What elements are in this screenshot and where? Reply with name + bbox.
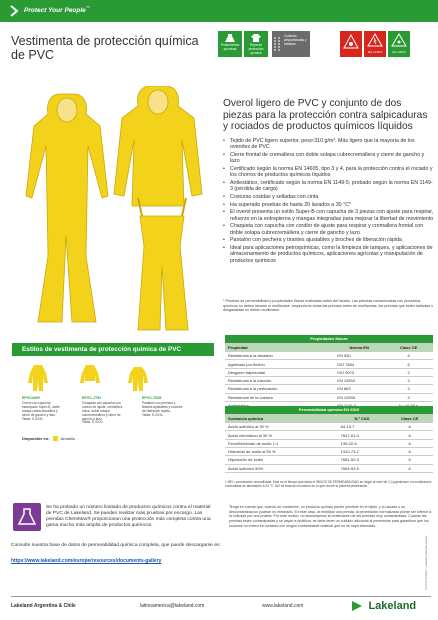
table-row: Desgarro trapezoidal ISO 9073 2 bbox=[225, 368, 433, 376]
seam-icon bbox=[274, 37, 283, 51]
footer-company: Lakeland Argentina & Chile bbox=[11, 603, 76, 609]
permeability-table: Permeabilidad química EN 6529 Sustancia química N.º CAS Clase CE Ácido sulfúrico al 30 % 64-19-7 6 Ácido clorhídrico al 30 % 7647-01-0 6 Fenol/hidróxido de sodio 1:1 139-02-6 6 Hidróxido de sodio al 50 % 1310-73-2 6 Hipoclorito de sodio 7681-52-9 6 Ácido sulfúrico 50% 7664-93-9 6 bbox=[225, 406, 433, 473]
feature-list bbox=[223, 138, 435, 265]
product-code: EPVC-JT52 bbox=[82, 396, 102, 400]
cert-badge-1 bbox=[340, 31, 362, 57]
table-row: Agrietado por flexión ISO 7854 6 bbox=[225, 360, 433, 368]
table-row: Fenol/hidróxido de sodio 1:1 139-02-6 6 bbox=[225, 439, 433, 447]
product-code: EPVC428Y bbox=[22, 396, 41, 400]
product-card-3: EPVC-TS52 Pantalón con pechera y tirantes ajustables y broches de liberación rápida. Tallas: S-XXXL bbox=[142, 397, 186, 418]
info-box-chem-clothing: Ropa de protección química bbox=[244, 31, 268, 57]
list-item: • Tejido de PVC ligero superior, peso:310 g/m². Más ligero que la mayoría de los overoles de PVC bbox=[223, 138, 435, 151]
header-bar bbox=[0, 0, 438, 22]
footer-email[interactable]: latinoamerica@lakeland.com bbox=[140, 603, 205, 609]
chemical-hazard-icon bbox=[340, 31, 362, 57]
cert-badge-2: EN 1149-5 bbox=[364, 31, 386, 57]
consult-text: Consulte nuestra base de datos de permeabilidad química completa, que puede descargarse en: bbox=[11, 543, 221, 548]
jacket-figure bbox=[114, 86, 202, 206]
list-item: • Chaqueta con capucha con cordón de ajuste para respirar y cremallera frontal con doble solapa cubrecremallera y cierre de gancho y lazo bbox=[223, 223, 435, 236]
info-box-protection: Protecciones químicas bbox=[218, 31, 242, 57]
table-row: Hidróxido de sodio al 50 % 1310-73-2 6 bbox=[225, 447, 433, 455]
table-row: Resistencia a la tracción EN 13934 3 bbox=[225, 376, 433, 384]
coverall-figure bbox=[26, 94, 108, 322]
list-item: • Certificado según la norma EN 14605, tipo 3 y 4, para la protección contra el rociado y los chorros de productos químicos líquidos bbox=[223, 166, 435, 179]
headline: Overol ligero de PVC y conjunto de dos piezas para la protección contra salpicaduras y rociados de productos químicos líquidos bbox=[223, 98, 428, 132]
side-code: ES-PVC-04-2021 – Lakeland Industries Europe bbox=[425, 535, 428, 590]
flask-icon bbox=[225, 34, 235, 42]
physical-properties-table: Propiedades físicas Propiedad Norma EN Clase CE Resistencia a la abrasión EN 530 6 Agrietado por flexión ISO 7854 6 Desgarro trapezoidal ISO 9073 2 Resistencia a la tracción EN 13934 3 Resistencia a la perforación EN 863 3 Resistencia de la costura EN 13935 4 bbox=[225, 335, 433, 410]
product-card-1: EPVC428Y Overol con capucha, estampado Super-B, doble solapa cubrecremallera y cierre de gancho y lazo. Tallas: S-XXXL bbox=[22, 397, 66, 421]
lakeland-logo-icon bbox=[350, 599, 364, 613]
thumb-jacket bbox=[80, 365, 100, 383]
tagline: Protect Your People™ bbox=[24, 5, 90, 15]
table-row: Resistencia a la perforación EN 863 3 bbox=[225, 385, 433, 393]
list-item: • Ideal para aplicaciones petroquímicas, como la limpieza de tanques, y aplicaciones de almacenamiento de productos químicos, aplicaciones agrícolas y manipulación de productos químicos bbox=[223, 245, 435, 264]
styles-heading: Estilos de vestimenta de protección química de PVC bbox=[12, 343, 214, 356]
chemmax-text: Se ha probado un número limitado de productos químicos contra el material de PVC de Lakeland. Se pueden realizar más pruebas por encargo. Las prendas ChemMax® proporcionan una protección más completa contra una gama mucho más amplia de productos químicos. bbox=[46, 505, 211, 528]
washing-note: * Pruebas de permeabilidad y propiedades físicas realizadas antes del lavado. Las prendas contaminadas con productos químicos no deben lavarse ni reutilizarse. Inspeccione todas las prendas antes de reutilizarlas; las prendas que estén dañadas o desgastadas no deben reutilizarse. bbox=[223, 299, 434, 313]
table-row: Resistencia de la costura EN 13935 4 bbox=[225, 393, 433, 401]
list-item: • El overol presenta un estilo Super-B con capucha de 3 piezas con ajuste para respirar, refuerzo en la entrepierna y mangas integradas para mejorar la libertad de movimiento bbox=[223, 209, 435, 222]
availability: Disponible en: Amarillo bbox=[22, 436, 76, 441]
table-row: Hipoclorito de sodio 7681-52-9 6 bbox=[225, 456, 433, 464]
table-row: Resistencia a la abrasión EN 530 6 bbox=[225, 352, 433, 360]
flask-icon bbox=[13, 503, 41, 531]
page-title: Vestimenta de protección química de PVC bbox=[11, 34, 199, 62]
product-code: EPVC-TS52 bbox=[142, 396, 162, 400]
table-title: Permeabilidad química EN 6529 bbox=[225, 406, 433, 414]
list-item: • Ha superado pruebas de hasta 20 lavados a 30 °C* bbox=[223, 202, 435, 208]
brand-logo: Lakeland bbox=[350, 597, 416, 615]
table-row: Ácido clorhídrico al 30 % 7647-01-0 6 bbox=[225, 431, 433, 439]
chevron-logo-icon bbox=[9, 5, 21, 17]
list-item: • Pantalón con pechera y tirantes ajustables y broches de liberación rápida bbox=[223, 237, 435, 243]
permeation-footnote: † MR = permeación normalizada. Este es el tiempo que tarda el ÍNDICE DE PERMEABILIDAD en llegar al nivel de 1,0 µg/min/cm² en condiciones controladas de laboratorio a 23 °C. NO se trata del momento en el que ocurre la primera penetración. bbox=[225, 480, 432, 488]
documents-gallery-link[interactable]: https://www.lakeland.com/europe/resources/documents-gallery bbox=[11, 558, 162, 564]
cert-badge-3: EN 13034 bbox=[388, 31, 410, 57]
product-thumbnails bbox=[24, 363, 174, 393]
bib-trousers-figure bbox=[138, 198, 188, 330]
thumb-set bbox=[128, 367, 148, 391]
table-title: Propiedades físicas bbox=[225, 335, 433, 343]
footer-website[interactable]: www.lakeland.com bbox=[262, 603, 304, 609]
product-illustration bbox=[20, 86, 210, 332]
color-swatch bbox=[53, 436, 58, 441]
list-item: • Antiestático, certificado según la norma EN 1149-5; probado según la norma EN 1149-3 (pérdida de carga) bbox=[223, 180, 435, 193]
product-card-2: EPVC-JT52 Chaqueta con capucha con cordón de ajuste, cremallera única, doble solapa cubrecremallera y cierre de gancho y lazo. Tallas: S-XXXL bbox=[82, 397, 126, 425]
list-item: • Costuras cosidas y selladas con cinta bbox=[223, 194, 435, 200]
chemmax-badge bbox=[13, 503, 41, 531]
suit-icon bbox=[251, 34, 261, 42]
thumb-coverall bbox=[28, 365, 48, 391]
reuse-warning: Tenga en cuenta que, cuando se contamine, un producto químico puede penetrar en el tejido, y su lavado o su descontaminación podrían no eliminarlo. En este caso, al reutilizar una prenda, la penetración normalizada puede ser inferior a la indicada por una prueba. Por este motivo, no aconsejamos la reutilización de las prendas muy contaminadas. Cuando las prendas estén contaminadas y se vayan a reutilizar, se debe tener un cuidado adicional al ponérselas para garantizar que los usuarios no entren en contacto con ningún contaminante residual que no se haya eliminado. bbox=[229, 505, 431, 528]
table-row: Ácido sulfúrico 50% 7664-93-9 6 bbox=[225, 464, 433, 472]
list-item: • Cierre frontal de cremallera con doble solapa cubrecremallera y cierre de gancho y lazo bbox=[223, 152, 435, 165]
info-box-seams: Costuras pespunteadas y selladas bbox=[272, 31, 310, 57]
table-row: Ácido sulfúrico al 30 % 64-19-7 6 bbox=[225, 423, 433, 431]
